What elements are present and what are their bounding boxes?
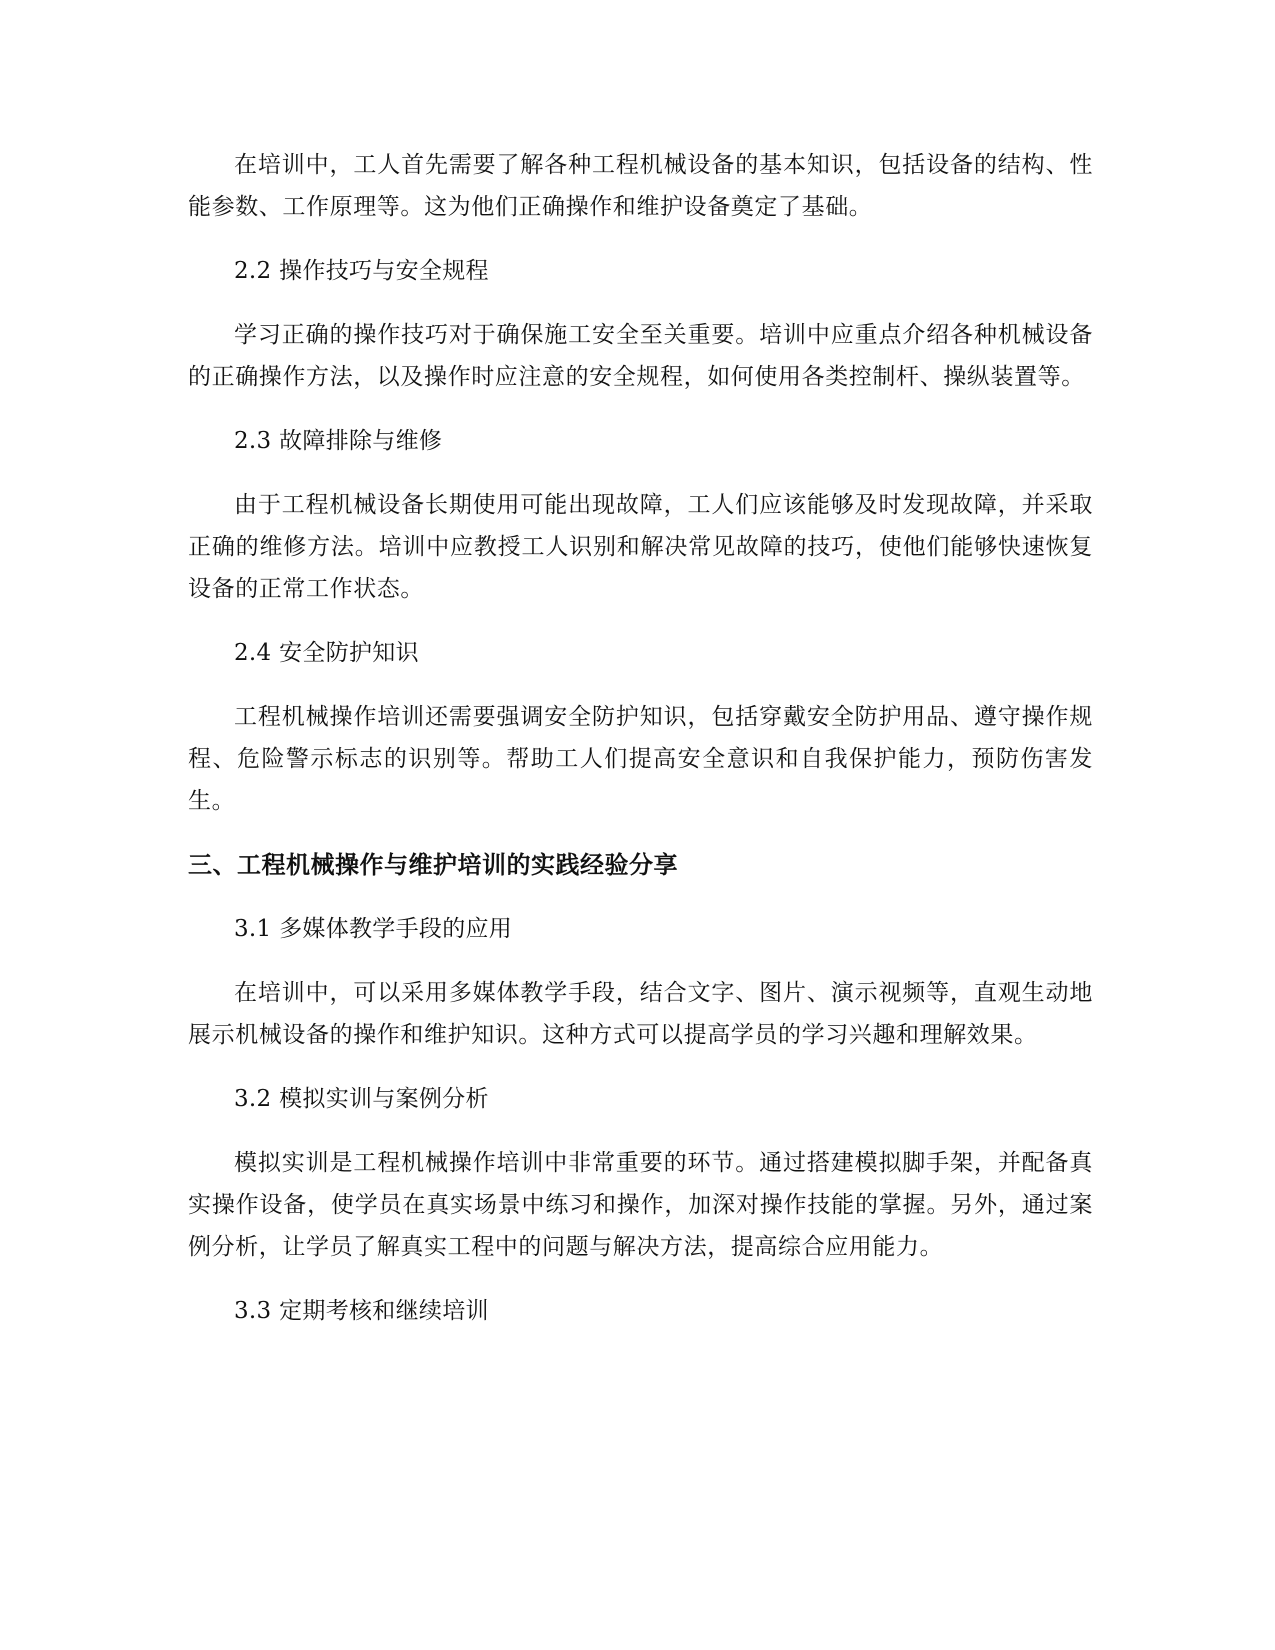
paragraph-multimedia: 在培训中，可以采用多媒体教学手段，结合文字、图片、演示视频等，直观生动地展示机械设备的操作和维护知识。这种方式可以提高学员的学习兴趣和理解效果。 — [188, 980, 1093, 1048]
section-title-3: 三、工程机械操作与维护培训的实践经验分享 — [188, 851, 678, 879]
paragraph-basic-knowledge: 在培训中，工人首先需要了解各种工程机械设备的基本知识，包括设备的结构、性能参数、工作原理等。这为他们正确操作和维护设备奠定了基础。 — [188, 152, 1093, 220]
subheading-2-3: 2.3 故障排除与维修 — [234, 428, 443, 454]
subheading-3-2: 3.2 模拟实训与案例分析 — [234, 1086, 489, 1112]
paragraph-simulation-training: 模拟实训是工程机械操作培训中非常重要的环节。通过搭建模拟脚手架，并配备真实操作设备，使学员在真实场景中练习和操作，加深对操作技能的掌握。另外，通过案例分析，让学员了解真实工程中的问题与解决方法，提高综合应用能力。 — [188, 1150, 1093, 1260]
subheading-3-1: 3.1 多媒体教学手段的应用 — [234, 916, 513, 942]
paragraph-safety-protection: 工程机械操作培训还需要强调安全防护知识，包括穿戴安全防护用品、遵守操作规程、危险警示标志的识别等。帮助工人们提高安全意识和自我保护能力，预防伤害发生。 — [188, 704, 1093, 814]
subheading-3-3: 3.3 定期考核和继续培训 — [234, 1298, 489, 1324]
document-body — [188, 144, 1093, 1332]
paragraph-troubleshooting: 由于工程机械设备长期使用可能出现故障，工人们应该能够及时发现故障，并采取正确的维修方法。培训中应教授工人识别和解决常见故障的技巧，使他们能够快速恢复设备的正常工作状态。 — [188, 492, 1093, 602]
paragraph-operation-skills: 学习正确的操作技巧对于确保施工安全至关重要。培训中应重点介绍各种机械设备的正确操作方法，以及操作时应注意的安全规程，如何使用各类控制杆、操纵装置等。 — [188, 322, 1093, 390]
subheading-2-2: 2.2 操作技巧与安全规程 — [234, 258, 489, 284]
subheading-2-4: 2.4 安全防护知识 — [234, 640, 419, 666]
